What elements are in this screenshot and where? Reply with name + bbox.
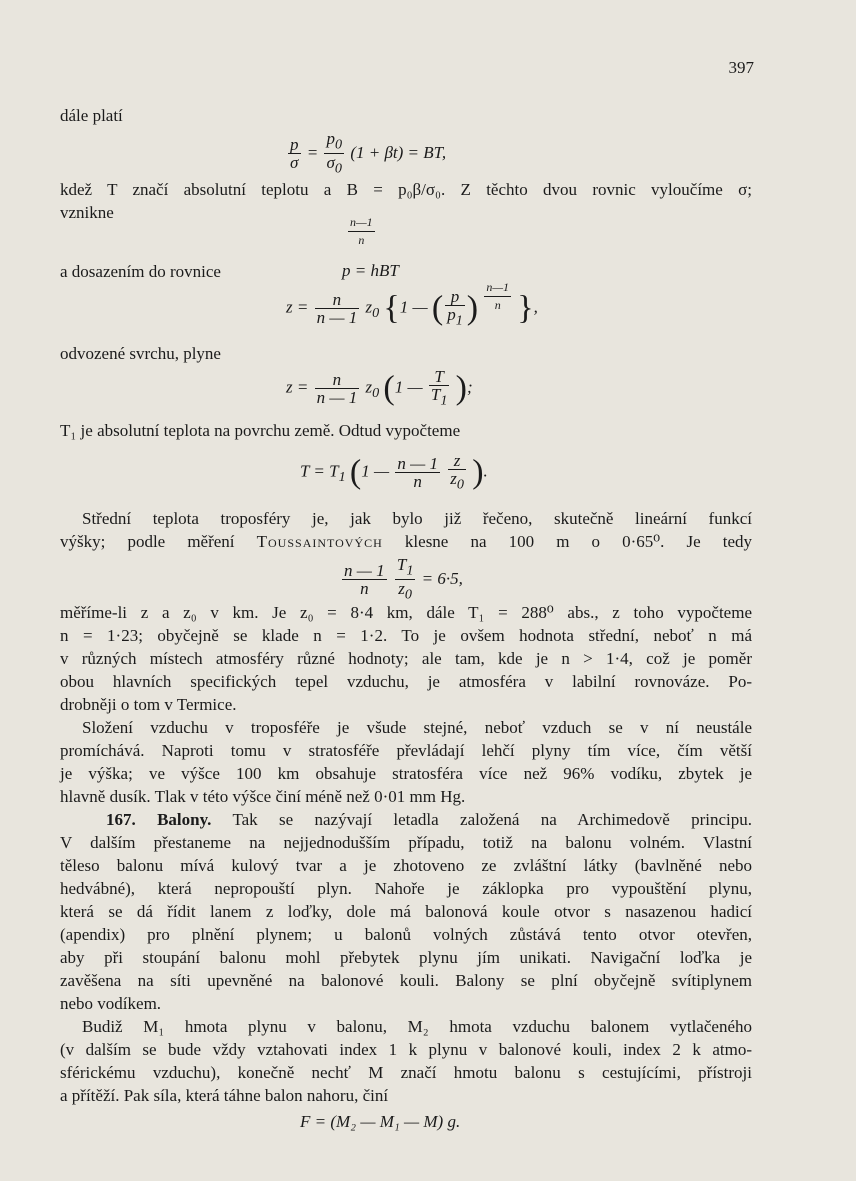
text-line: v různých místech atmosféry různé hodnoty; ale tam, kde je n > 1·4, což je poměr (60, 649, 752, 668)
fraction: $\frac{T}{T_1}$ (430, 367, 448, 409)
fraction: $\frac{T_1}{z_0}$ (396, 555, 414, 603)
equation-density: $\frac{p}{\sigma}$ = $\frac{p_0}{\sigma_0}$ (1 + βt) = BT, (290, 129, 447, 177)
text-line: T₁ je absolutní teplota na povrchu země. Odtud vypočteme (60, 421, 461, 440)
section-number: 167. Balony. (106, 810, 212, 829)
exponent-fraction: $\frac{n—1}{n}$ (486, 280, 510, 313)
text-line: hedvábné), která nepropouští plyn. Nahoře je záklopka pro vypouštění plynu, (60, 879, 752, 898)
equation-temperature: $T = T_1$ (1 — $\frac{n — 1}{n}$ $\frac{z}{z_0}$ ). (300, 451, 488, 493)
text-line: Střední teplota troposféry je, jak bylo již řečeno, skutečně lineární funkcí (82, 509, 752, 528)
text-line: aby při stoupání balonu mohl přebytek plynu jím unikati. Navigační loďka je (60, 948, 752, 967)
text-line: a dosazením do rovnice (60, 262, 221, 281)
text-line: obou hlavních specifických tepel vzduchu, je atmosféra v labilní rovnováze. Po- (60, 672, 752, 691)
text-line: hlavně dusík. Tlak v této výšce činí méně než 0·01 mm Hg. (60, 787, 466, 806)
text-line: (apendix) pro plnění plynem; u balonů volných zůstává tento otvor otevřen, (60, 925, 752, 944)
section-heading-line: 167. Balony. Tak se nazývají letadla založená na Archimedově principu. (106, 810, 752, 829)
text-line: nebo vodíkem. (60, 994, 162, 1013)
text-line: Budiž M₁ hmota plynu v balonu, M₂ hmota vzduchu balonem vytlačeného (82, 1017, 752, 1036)
text-line: sférickému vzduchu), konečně nechť M značí hmotu balonu s cestujícími, přístroji (60, 1063, 752, 1082)
fraction: $\frac{n}{n — 1}$ (316, 290, 358, 328)
fraction: $\frac{p}{\sigma}$ (290, 135, 299, 173)
text-line: výšky; podle měření Toussaintových klesne na 100 m o 0·65⁰. Je tedy (60, 532, 753, 551)
text-line: odvozené svrchu, plyne (60, 344, 221, 363)
equation-gradient: $\frac{n — 1}{n}$ $\frac{T_1}{z_0}$ = 6·5, (344, 555, 463, 603)
fraction: $\frac{p}{p_1}$ (447, 287, 463, 329)
text-line: je výška; ve výšce 100 km obsahuje stratosféra více než 96% vodíku, zbytek je (60, 764, 752, 783)
equation-height-pressure: z = $\frac{n}{n — 1}$ $z_0$ {1 — ( $\frac{p}{p_1}$ ) $\frac{n—1}{n}$ }, (286, 280, 538, 329)
fraction: $\frac{n — 1}{n}$ (344, 561, 385, 599)
fraction: $\frac{n — 1}{n}$ (397, 454, 438, 492)
equation-height-temperature: z = $\frac{n}{n — 1}$ $z_0$ (1 — $\frac{T}{T_1}$ ); (286, 367, 473, 409)
author-name: Toussaintových (256, 532, 383, 551)
text-line: promíchává. Naproti tomu v stratosféře převládají lehčí plyny tím více, čím větší (60, 741, 752, 760)
text-line: která se dá řídit lanem z loďky, dole má balonová koule otvor s nasazenou hadicí (60, 902, 752, 921)
text-line: dále platí (60, 106, 123, 125)
text-line: drobněji o tom v Termice. (60, 695, 237, 714)
exponent-fraction: $\frac{n—1}{n}$ (350, 215, 373, 247)
text-line: těleso balonu mívá kulový tvar a je zhotoveno ze zvláštní látky (bavlněné nebo (60, 856, 752, 875)
fraction: $\frac{n}{n — 1}$ (316, 370, 358, 408)
text-line: zavěšena na síti upevněné na balonové kouli. Balony se plní obyčejně svítiplynem (60, 971, 752, 990)
fraction: $\frac{z}{z_0}$ (450, 451, 464, 493)
text-line: Složení vzduchu v troposféře je všude stejné, neboť vzduch se v ní neustále (82, 718, 752, 737)
equation-lift-force: F = (M₂ — M₁ — M) g. (300, 1112, 461, 1131)
equation-power: $\frac{n—1}{n}$ p = hBT (342, 215, 399, 280)
text-line: a přítěží. Pak síla, která táhne balon nahoru, činí (60, 1086, 389, 1105)
text-line: (v dalším se bude vždy vztahovati index 1 k plynu v balonové kouli, index 2 k atmo- (60, 1040, 752, 1059)
page-number: 397 (728, 58, 754, 77)
text-line: vznikne (60, 203, 114, 222)
text-line: V dalším přestaneme na nejjednodušším případu, totiž na balonu volném. Vlastní (60, 833, 752, 852)
text-line: měříme-li z a z₀ v km. Je z₀ = 8·4 km, dále T₁ = 288⁰ abs., z toho vypočteme (60, 603, 752, 622)
text-line: kdež T značí absolutní teplotu a B = p₀β/σ₀. Z těchto dvou rovnic vyloučíme σ; (60, 180, 752, 199)
text-line: n = 1·23; obyčejně se klade n = 1·2. To je ovšem hodnota střední, neboť n má (60, 626, 752, 645)
fraction: $\frac{p_0}{\sigma_0}$ (326, 129, 343, 177)
